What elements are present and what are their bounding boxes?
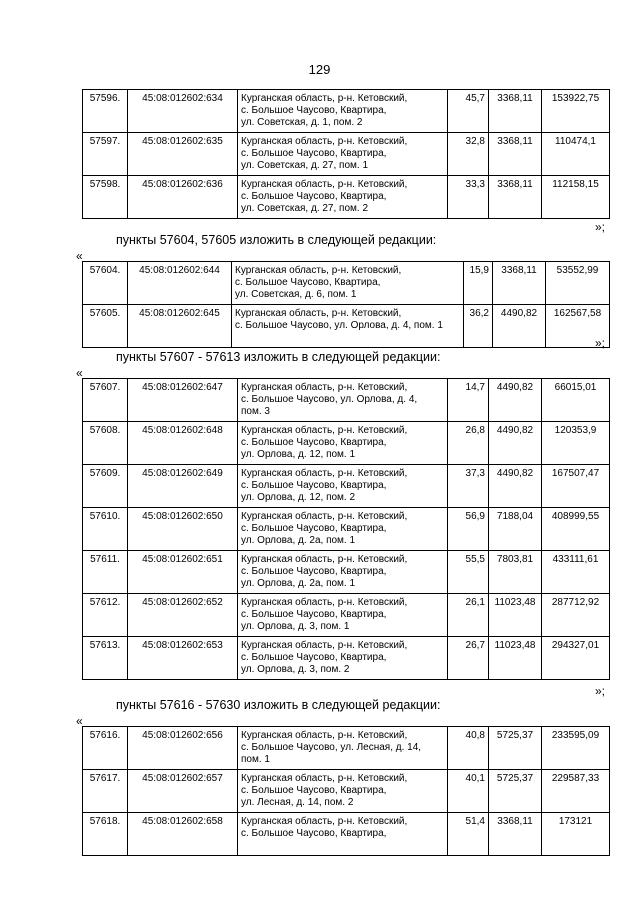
- address: [238, 727, 448, 770]
- property-table-1: [82, 89, 610, 219]
- total-value: 110474,1: [542, 133, 610, 176]
- address-line: с. Большое Чаусово, Квартира,: [241, 191, 387, 202]
- address-line: ул. Советская, д. 27, пом. 1: [241, 160, 369, 171]
- address: [238, 551, 448, 594]
- area: 26,8: [448, 422, 489, 465]
- total-value: 112158,15: [542, 176, 610, 219]
- open-quote-3: «: [76, 714, 83, 728]
- address-line: Курганская область, р-н. Кетовский,: [241, 425, 408, 436]
- address-line: с. Большое Чаусово, ул. Лесная, д. 14,: [241, 742, 422, 753]
- rate: 5725,37: [489, 770, 542, 813]
- address-line: Курганская область, р-н. Кетовский,: [241, 816, 408, 827]
- address-line: Курганская область, р-н. Кетовский,: [241, 179, 408, 190]
- paragraph-2: пункты 57607 - 57613 изложить в следующей редакции:: [116, 350, 441, 364]
- item-number: 57605.: [83, 305, 128, 348]
- address: [238, 508, 448, 551]
- cadastral-number: 45:08:012602:648: [128, 422, 238, 465]
- address-line: Курганская область, р-н. Кетовский,: [241, 773, 408, 784]
- address: [238, 770, 448, 813]
- rate: 11023,48: [489, 637, 542, 680]
- total-value: 162567,58: [546, 305, 610, 348]
- address: [232, 305, 464, 348]
- rate: 4490,82: [489, 465, 542, 508]
- item-number: 57609.: [83, 465, 128, 508]
- rate: 4490,82: [489, 422, 542, 465]
- address: [238, 90, 448, 133]
- cadastral-number: 45:08:012602:657: [128, 770, 238, 813]
- total-value: 53552,99: [546, 262, 610, 305]
- total-value: 294327,01: [542, 637, 610, 680]
- address-line: ул. Орлова, д. 3, пом. 2: [241, 664, 350, 675]
- item-number: 57598.: [83, 176, 128, 219]
- area: 15,9: [464, 262, 493, 305]
- address-line: с. Большое Чаусово, Квартира,: [241, 785, 387, 796]
- cadastral-number: 45:08:012602:651: [128, 551, 238, 594]
- property-table-2: [82, 261, 610, 348]
- address-line: ул. Советская, д. 1, пом. 2: [241, 117, 363, 128]
- rate: 7188,04: [489, 508, 542, 551]
- address-line: Курганская область, р-н. Кетовский,: [241, 730, 408, 741]
- total-value: 229587,33: [542, 770, 610, 813]
- area: 26,1: [448, 594, 489, 637]
- address-line: с. Большое Чаусово, Квартира,: [241, 523, 387, 534]
- table-row: [83, 90, 610, 133]
- item-number: 57607.: [83, 379, 128, 422]
- total-value: 287712,92: [542, 594, 610, 637]
- address-line: ул. Орлова, д. 12, пом. 2: [241, 492, 356, 503]
- item-number: 57608.: [83, 422, 128, 465]
- address-line: Курганская область, р-н. Кетовский,: [235, 265, 402, 276]
- address: [238, 422, 448, 465]
- table-row: [83, 465, 610, 508]
- paragraph-1: пункты 57604, 57605 изложить в следующей редакции:: [116, 233, 437, 247]
- area: 56,9: [448, 508, 489, 551]
- table-row: [83, 551, 610, 594]
- close-quote-3: »;: [594, 684, 605, 698]
- table-row: [83, 262, 610, 305]
- address: [238, 176, 448, 219]
- table-row: [83, 727, 610, 770]
- open-quote-1: «: [76, 249, 83, 263]
- cadastral-number: 45:08:012602:656: [128, 727, 238, 770]
- cadastral-number: 45:08:012602:653: [128, 637, 238, 680]
- address-line: ул. Советская, д. 27, пом. 2: [241, 203, 369, 214]
- address-line: с. Большое Чаусово, Квартира,: [241, 828, 387, 839]
- address: [232, 262, 464, 305]
- rate: 3368,11: [489, 176, 542, 219]
- rate: 3368,11: [489, 813, 542, 856]
- open-quote-2: «: [76, 366, 83, 380]
- area: 45,7: [448, 90, 489, 133]
- address-line: с. Большое Чаусово, Квартира,: [241, 437, 387, 448]
- address-line: с. Большое Чаусово, Квартира,: [241, 609, 387, 620]
- address-line: с. Большое Чаусово, ул. Орлова, д. 4,: [241, 394, 418, 405]
- total-value: 66015,01: [542, 379, 610, 422]
- area: 37,3: [448, 465, 489, 508]
- area: 40,8: [448, 727, 489, 770]
- address-line: с. Большое Чаусово, Квартира,: [241, 566, 387, 577]
- address-line: Курганская область, р-н. Кетовский,: [235, 308, 402, 319]
- item-number: 57597.: [83, 133, 128, 176]
- address-line: Курганская область, р-н. Кетовский,: [241, 640, 408, 651]
- address: [238, 465, 448, 508]
- cadastral-number: 45:08:012602:647: [128, 379, 238, 422]
- area: 40,1: [448, 770, 489, 813]
- total-value: 120353,9: [542, 422, 610, 465]
- item-number: 57617.: [83, 770, 128, 813]
- address-line: Курганская область, р-н. Кетовский,: [241, 382, 408, 393]
- address-line: пом. 1: [241, 754, 270, 765]
- address: [238, 379, 448, 422]
- area: 26,7: [448, 637, 489, 680]
- cadastral-number: 45:08:012602:652: [128, 594, 238, 637]
- item-number: 57610.: [83, 508, 128, 551]
- address-line: с. Большое Чаусово, Квартира,: [241, 652, 387, 663]
- area: 33,3: [448, 176, 489, 219]
- total-value: 408999,55: [542, 508, 610, 551]
- cadastral-number: 45:08:012602:636: [128, 176, 238, 219]
- item-number: 57613.: [83, 637, 128, 680]
- rate: 3368,11: [489, 90, 542, 133]
- address-line: с. Большое Чаусово, ул. Орлова, д. 4, пом. 1: [235, 320, 443, 331]
- cadastral-number: 45:08:012602:649: [128, 465, 238, 508]
- table-row: [83, 594, 610, 637]
- cadastral-number: 45:08:012602:645: [128, 305, 232, 348]
- address-line: с. Большое Чаусово, Квартира,: [241, 105, 387, 116]
- table-row: [83, 305, 610, 348]
- address: [238, 133, 448, 176]
- address: [238, 813, 448, 856]
- rate: 4490,82: [493, 305, 546, 348]
- rate: 11023,48: [489, 594, 542, 637]
- address: [238, 594, 448, 637]
- address-line: ул. Орлова, д. 12, пом. 1: [241, 449, 356, 460]
- address-line: Курганская область, р-н. Кетовский,: [241, 554, 408, 565]
- area: 36,2: [464, 305, 493, 348]
- table-row: [83, 422, 610, 465]
- address-line: Курганская область, р-н. Кетовский,: [241, 136, 408, 147]
- cadastral-number: 45:08:012602:658: [128, 813, 238, 856]
- table-row: [83, 637, 610, 680]
- table-row: [83, 133, 610, 176]
- address-line: Курганская область, р-н. Кетовский,: [241, 93, 408, 104]
- address: [238, 637, 448, 680]
- cadastral-number: 45:08:012602:650: [128, 508, 238, 551]
- item-number: 57616.: [83, 727, 128, 770]
- item-number: 57618.: [83, 813, 128, 856]
- address-line: Курганская область, р-н. Кетовский,: [241, 511, 408, 522]
- address-line: с. Большое Чаусово, Квартира,: [235, 277, 381, 288]
- area: 55,5: [448, 551, 489, 594]
- item-number: 57612.: [83, 594, 128, 637]
- table-row: [83, 176, 610, 219]
- table-row: [83, 379, 610, 422]
- total-value: 433111,61: [542, 551, 610, 594]
- address-line: Курганская область, р-н. Кетовский,: [241, 468, 408, 479]
- table-row: [83, 813, 610, 856]
- address-line: ул. Лесная, д. 14, пом. 2: [241, 797, 354, 808]
- rate: 3368,11: [489, 133, 542, 176]
- address-line: ул. Орлова, д. 2а, пом. 1: [241, 578, 356, 589]
- address-line: с. Большое Чаусово, Квартира,: [241, 480, 387, 491]
- address-line: ул. Орлова, д. 3, пом. 1: [241, 621, 350, 632]
- property-table-4: [82, 726, 610, 856]
- address-line: пом. 3: [241, 406, 270, 417]
- table-row: [83, 770, 610, 813]
- cadastral-number: 45:08:012602:635: [128, 133, 238, 176]
- rate: 3368,11: [493, 262, 546, 305]
- total-value: 233595,09: [542, 727, 610, 770]
- rate: 4490,82: [489, 379, 542, 422]
- rate: 5725,37: [489, 727, 542, 770]
- paragraph-3: пункты 57616 - 57630 изложить в следующей редакции:: [116, 698, 441, 712]
- address-line: Курганская область, р-н. Кетовский,: [241, 597, 408, 608]
- total-value: 153922,75: [542, 90, 610, 133]
- page-number: 129: [308, 62, 331, 77]
- item-number: 57611.: [83, 551, 128, 594]
- rate: 7803,81: [489, 551, 542, 594]
- item-number: 57596.: [83, 90, 128, 133]
- total-value: 167507,47: [542, 465, 610, 508]
- cadastral-number: 45:08:012602:634: [128, 90, 238, 133]
- property-table-3: [82, 378, 610, 680]
- address-line: ул. Советская, д. 6, пом. 1: [235, 289, 357, 300]
- item-number: 57604.: [83, 262, 128, 305]
- total-value: 173121: [542, 813, 610, 856]
- close-quote-2: »;: [594, 336, 605, 350]
- address-line: ул. Орлова, д. 2а, пом. 1: [241, 535, 356, 546]
- cadastral-number: 45:08:012602:644: [128, 262, 232, 305]
- table-row: [83, 508, 610, 551]
- address-line: с. Большое Чаусово, Квартира,: [241, 148, 387, 159]
- area: 32,8: [448, 133, 489, 176]
- area: 51,4: [448, 813, 489, 856]
- area: 14,7: [448, 379, 489, 422]
- close-quote-1: »;: [594, 220, 605, 234]
